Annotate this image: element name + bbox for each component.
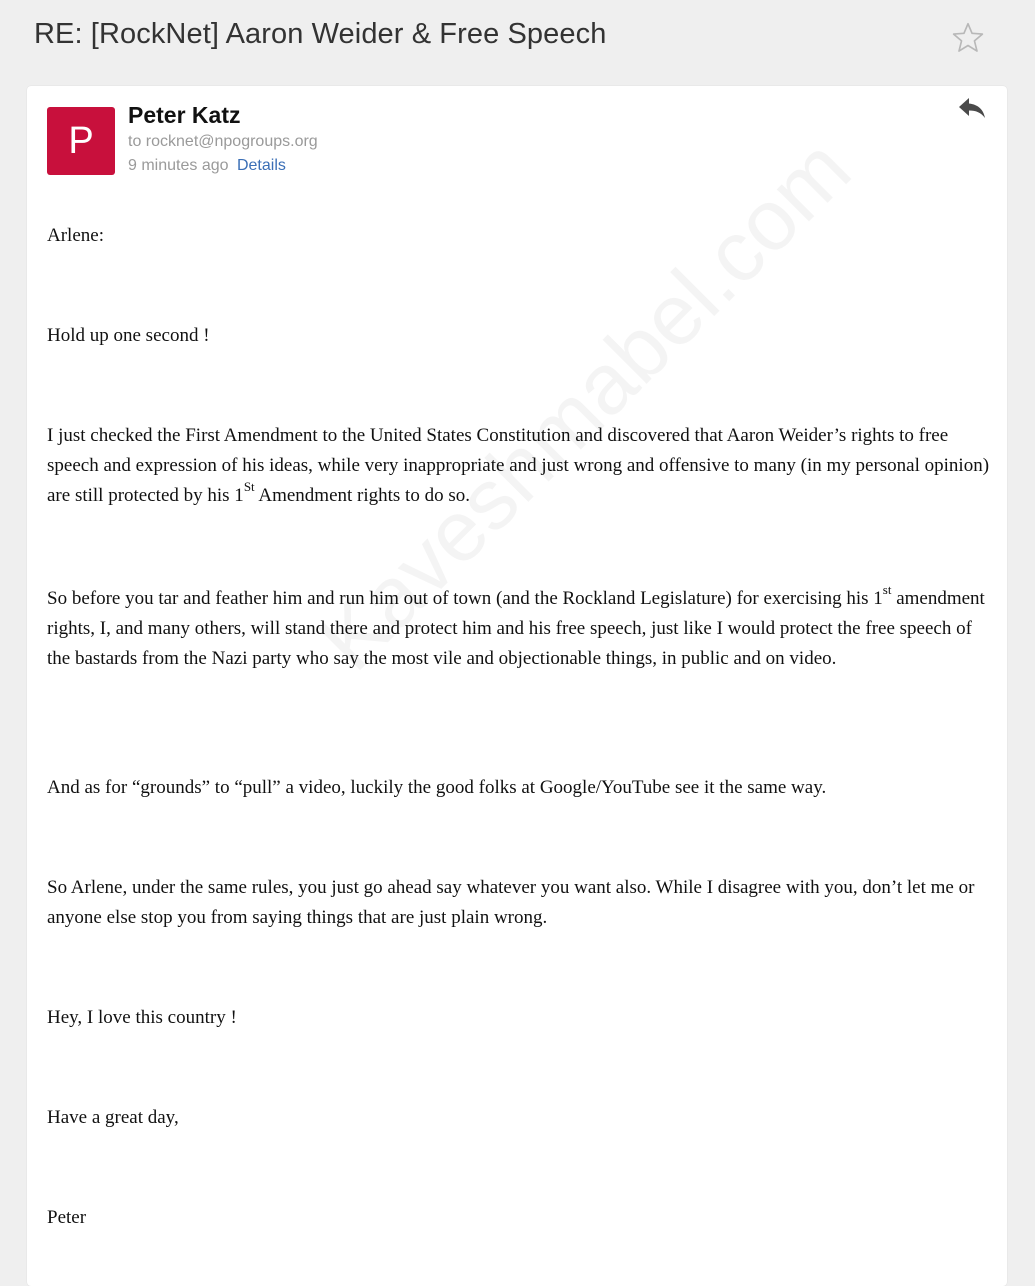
avatar[interactable]: P: [47, 107, 115, 175]
body-paragraph: [47, 584, 992, 674]
message-meta: [128, 157, 286, 175]
email-subject: RE: [RockNet] Aaron Weider & Free Speech: [34, 18, 607, 50]
ordinal-superscript: St: [243, 479, 255, 494]
body-paragraph: Hey, I love this country !: [47, 1007, 237, 1028]
body-paragraph: Have a great day,: [47, 1107, 179, 1128]
body-text: So before you tar and feather him and run him out of town (and the Rockland Legislature) for exercising his 1: [47, 588, 883, 609]
sender-name[interactable]: Peter Katz: [128, 102, 241, 128]
body-paragraph: [47, 421, 992, 511]
body-text: Amendment rights to do so.: [254, 485, 470, 506]
body-paragraph: And as for “grounds” to “pull” a video, luckily the good folks at Google/YouTube see it the same way.: [47, 777, 827, 798]
body-text: amendment rights, I, and many others, will stand there and protect him and his free speech, just like I would protect the free speech of the bastards from the Nazi party who say the most vile and objectionable things, in public and on video.: [47, 588, 985, 669]
timestamp: 9 minutes ago: [128, 157, 229, 174]
message-card: [27, 86, 1007, 1286]
details-link[interactable]: Details: [236, 157, 286, 174]
recipient-line: to rocknet@npogroups.org: [128, 133, 318, 150]
body-paragraph: Arlene:: [47, 225, 104, 246]
star-icon[interactable]: [950, 20, 990, 60]
body-text: I just checked the First Amendment to the United States Constitution and discovered that Aaron Weider’s rights to free speech and expression of his ideas, while very inappropriate and just wrong and offensive to many (in my personal opinion) are still protected by his 1: [47, 425, 990, 506]
body-paragraph: So Arlene, under the same rules, you just go ahead say whatever you want also. While I disagree with you, don’t let me or anyone else stop you from saying things that are just plain wrong.: [47, 877, 975, 928]
body-paragraph: Hold up one second !: [47, 325, 210, 346]
reply-icon[interactable]: [957, 96, 987, 124]
body-paragraph: Peter: [47, 1207, 87, 1228]
subject-bar: [0, 0, 1035, 85]
ordinal-superscript: st: [882, 582, 892, 597]
